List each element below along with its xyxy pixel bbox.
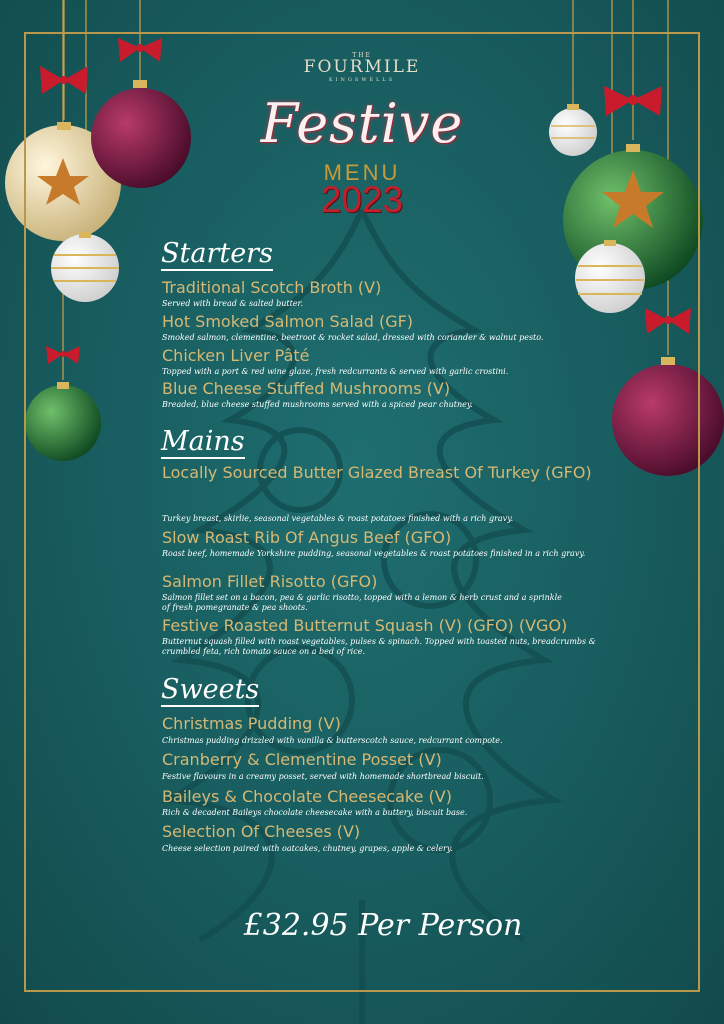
menu-year: 2023	[320, 179, 404, 220]
dish-name: Cranberry & Clementine Posset (V)	[162, 750, 442, 769]
dish-description: Rich & decadent Baileys chocolate cheesecake with a buttery, biscuit base.	[162, 808, 468, 817]
dish-description: Butternut squash filled with roast vegetables, pulses & spinach. Topped with toasted nuts, breadcrumbs & crumbled feta, rich tomato sauce on a bed of rice.	[162, 637, 596, 656]
dish-name: Christmas Pudding (V)	[162, 714, 341, 733]
starters-heading: Starters	[161, 238, 273, 269]
dish-name: Baileys & Chocolate Cheesecake (V)	[162, 787, 452, 806]
logo-location: KINGSWELLS	[328, 77, 396, 83]
dish-description: Christmas pudding drizzled with vanilla & butterscotch sauce, redcurrant compote.	[162, 736, 503, 745]
dish-name: Locally Sourced Butter Glazed Breast Of Turkey (GFO)	[162, 463, 592, 482]
festive-title: Festive	[260, 92, 464, 155]
dish-name: Festive Roasted Butternut Squash (V) (GFO) (VGO)	[162, 616, 568, 635]
dish-name: Selection Of Cheeses (V)	[162, 822, 361, 841]
dish-description: Turkey breast, skirlie, seasonal vegetables & roast potatoes finished with a rich gravy.	[162, 514, 514, 523]
dish-name: Chicken Liver Pâté	[162, 346, 310, 365]
dish-name: Slow Roast Rib Of Angus Beef (GFO)	[162, 528, 452, 547]
dish-description: Salmon fillet set on a bacon, pea & garlic risotto, topped with a lemon & herb crust and a sprinkle of fresh pomegranate & pea shoots.	[162, 593, 562, 612]
logo-name: FOURMILE	[303, 57, 421, 77]
dish-description: Topped with a port & red wine glaze, fresh redcurrants & served with garlic crostini.	[162, 367, 509, 376]
dish-description: Served with bread & salted butter.	[162, 299, 304, 308]
sweets-heading: Sweets	[161, 674, 260, 705]
dish-name: Blue Cheese Stuffed Mushrooms (V)	[162, 379, 451, 398]
price-per-person: £32.95 Per Person	[243, 908, 523, 943]
logo-the: THE	[352, 52, 372, 59]
dish-description: Smoked salmon, clementine, beetroot & rocket salad, dressed with coriander & walnut pesto.	[162, 333, 544, 342]
dish-name: Hot Smoked Salmon Salad (GF)	[162, 312, 414, 331]
mains-heading: Mains	[161, 426, 245, 457]
dish-description: Roast beef, homemade Yorkshire pudding, seasonal vegetables & roast potatoes finished in a rich gravy.	[162, 549, 586, 558]
dish-name: Salmon Fillet Risotto (GFO)	[162, 572, 378, 591]
dish-description: Cheese selection paired with oatcakes, chutney, grapes, apple & celery.	[162, 844, 453, 853]
dish-description: Festive flavours in a creamy posset, served with homemade shortbread biscuit.	[162, 772, 484, 781]
menu-heading: MENU	[323, 160, 401, 185]
dish-description: Breaded, blue cheese stuffed mushrooms served with a spiced pear chutney.	[162, 400, 473, 409]
dish-name: Traditional Scotch Broth (V)	[162, 278, 382, 297]
